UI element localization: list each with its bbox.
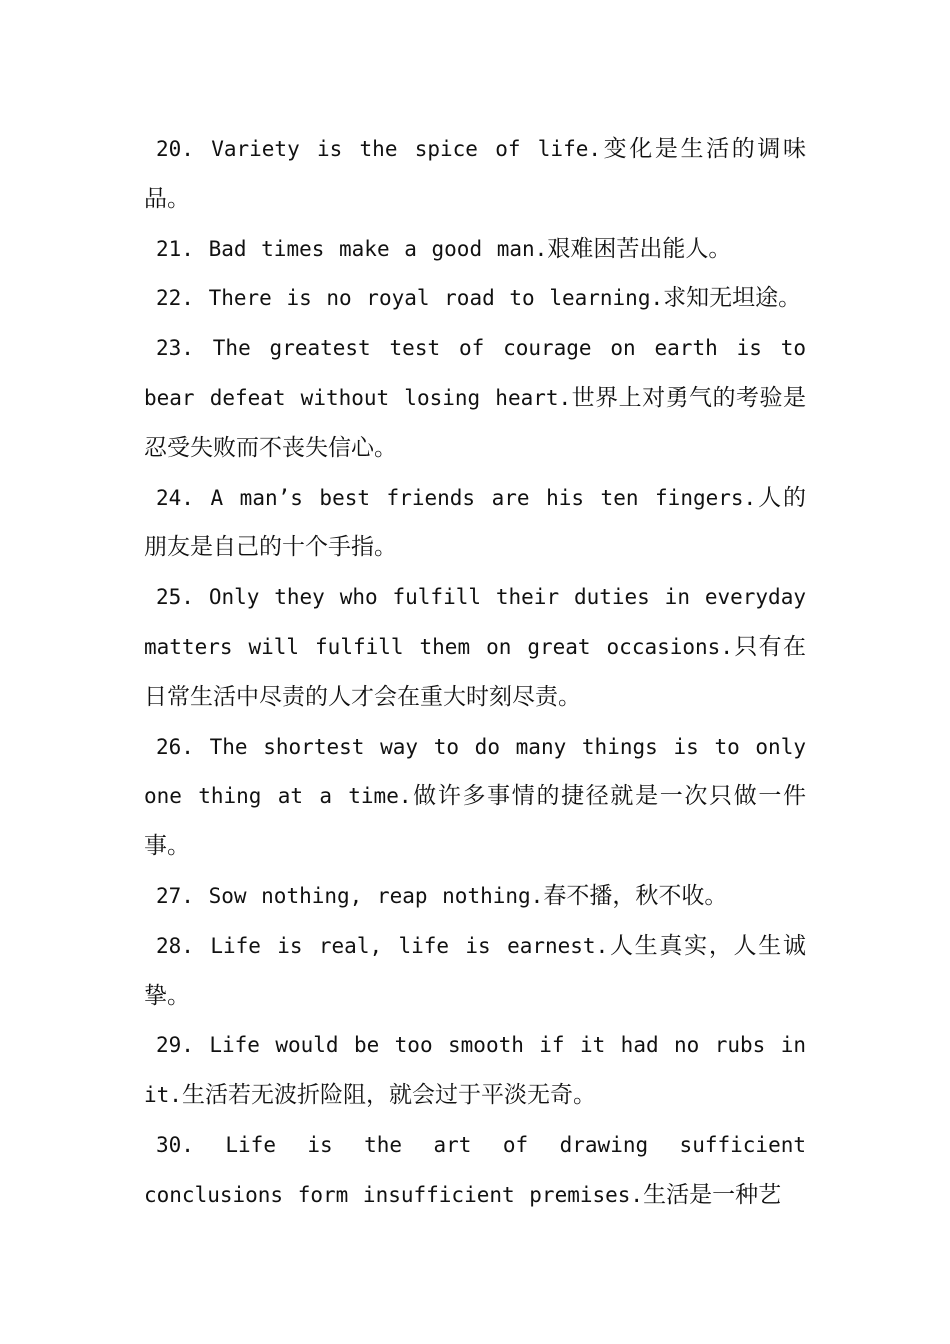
proverb-chinese: 求知无坦途。 bbox=[663, 285, 802, 312]
proverb-27 bbox=[144, 872, 806, 922]
proverb-chinese: 人生真实，人生诚挚。 bbox=[144, 932, 806, 1009]
proverb-chinese: 生活若无波折险阻，就会过于平淡无奇。 bbox=[181, 1082, 596, 1109]
proverb-english: The shortest way to do many things is to only one thing at a time. bbox=[144, 734, 806, 809]
proverb-chinese: 艰难困苦出能人。 bbox=[547, 235, 732, 262]
proverb-english: Life would be too smooth if it had no rubs in it. bbox=[144, 1033, 806, 1108]
proverb-chinese: 生活是一种艺 bbox=[643, 1181, 782, 1208]
proverb-30 bbox=[144, 1121, 806, 1221]
proverb-21 bbox=[144, 225, 806, 275]
proverb-english: The greatest test of courage on earth is to bear defeat without losing heart. bbox=[144, 336, 806, 410]
proverb-number: 22. bbox=[156, 286, 194, 311]
proverb-number: 21. bbox=[156, 236, 194, 261]
proverb-english: There is no royal road to learning. bbox=[208, 286, 664, 311]
proverb-number: 25. bbox=[156, 585, 194, 610]
proverb-chinese: 做许多事情的捷径就是一次只做一件事。 bbox=[144, 783, 806, 860]
proverb-20 bbox=[144, 125, 806, 225]
proverb-number: 29. bbox=[156, 1033, 194, 1058]
proverb-29 bbox=[144, 1021, 806, 1121]
proverb-chinese: 只有在日常生活中尽责的人才会在重大时刻尽责。 bbox=[144, 633, 807, 710]
proverb-english: Life is real, life is earnest. bbox=[210, 933, 609, 958]
proverb-english: Bad times make a good man. bbox=[208, 236, 548, 261]
proverb-chinese: 变化是生活的调味品。 bbox=[144, 136, 806, 212]
proverb-23 bbox=[144, 324, 806, 473]
proverb-26 bbox=[144, 723, 806, 872]
proverb-25 bbox=[144, 573, 806, 722]
proverb-28 bbox=[144, 922, 806, 1022]
proverb-chinese: 世界上对勇气的考验是忍受失败而不丧失信心。 bbox=[144, 384, 806, 461]
proverb-english: Variety is the spice of life. bbox=[211, 137, 601, 161]
proverb-chinese: 春不播，秋不收。 bbox=[543, 882, 728, 909]
proverb-24 bbox=[144, 474, 806, 574]
proverb-number: 20. bbox=[156, 137, 194, 161]
proverb-chinese: 人的朋友是自己的十个手指。 bbox=[144, 484, 806, 561]
proverb-number: 24. bbox=[156, 485, 194, 510]
proverb-22 bbox=[144, 274, 806, 324]
document-page bbox=[144, 125, 806, 1221]
proverb-number: 23. bbox=[156, 336, 194, 361]
proverb-number: 30. bbox=[156, 1132, 194, 1157]
proverb-english: A man’s best friends are his ten fingers. bbox=[210, 485, 757, 510]
proverb-number: 27. bbox=[156, 883, 194, 908]
proverb-english: Only they who fulfill their duties in everyday matters will fulfill them on great occasions. bbox=[144, 585, 806, 659]
proverb-number: 28. bbox=[156, 933, 194, 958]
proverb-english: Sow nothing, reap nothing. bbox=[208, 883, 544, 908]
proverb-number: 26. bbox=[156, 734, 194, 759]
proverb-english: Life is the art of drawing sufficient conclusions form insufficient premises. bbox=[144, 1132, 806, 1207]
